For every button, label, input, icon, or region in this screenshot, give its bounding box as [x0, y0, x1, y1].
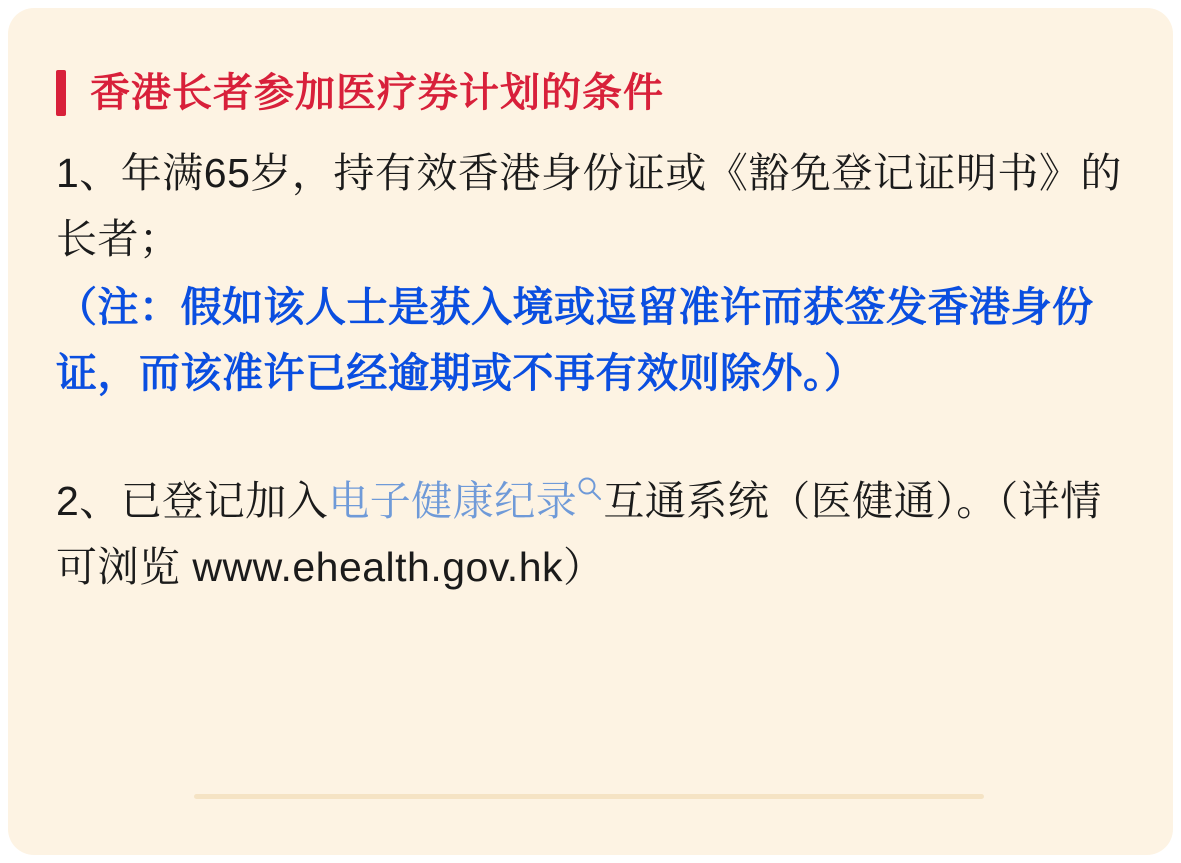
condition-item-2-prefix: 2、已登记加入 [56, 478, 329, 524]
condition-item-1-note: （注：假如该人士是获入境或逗留准许而获签发香港身份证，而该准许已经逾期或不再有效则除外。） [56, 284, 1094, 396]
bottom-divider [194, 794, 984, 799]
condition-item-2 [56, 468, 1125, 600]
search-icon[interactable] [577, 468, 603, 502]
condition-item-1: 1、年满65岁，持有效香港身份证或《豁免登记证明书》的长者； [56, 150, 1122, 262]
paragraph-spacer [56, 406, 1125, 468]
card-heading [56, 70, 1173, 116]
page-title: 香港长者参加医疗券计划的条件 [90, 71, 664, 115]
heading-accent-bar [56, 70, 66, 116]
condition-item-2-suffix: 互通系统（医健通）。（详情可浏览 www.ehealth.gov.hk） [56, 478, 1102, 590]
info-card [8, 8, 1173, 855]
card-body [56, 140, 1125, 600]
ehealth-record-link[interactable]: 电子健康纪录 [328, 478, 578, 524]
